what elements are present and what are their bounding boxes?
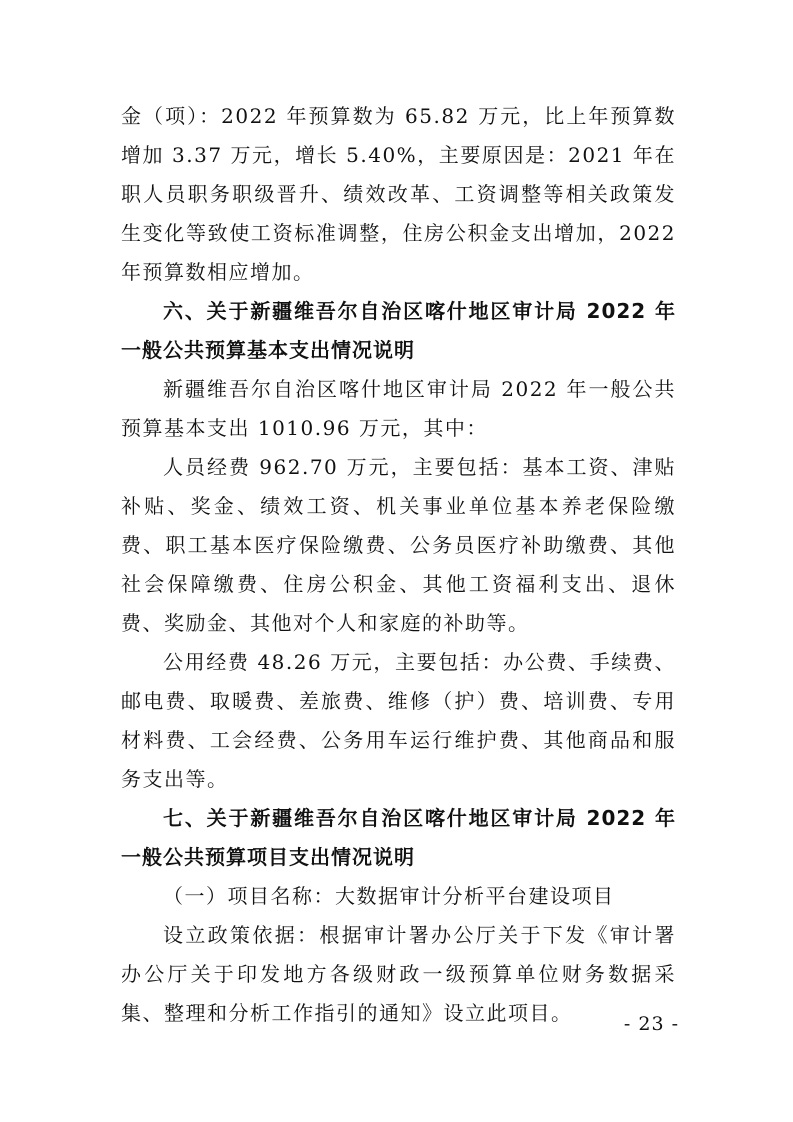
section-heading-7: 七、关于新疆维吾尔自治区喀什地区审计局 2022 年一般公共预算项目支出情况说明 <box>121 806 676 869</box>
paragraph-continuation: 金（项）：2022 年预算数为 65.82 万元，比上年预算数增加 3.37 万元，增长 5.40%，主要原因是：2021 年在职人员职务职级晋升、绩效改革、工资调整等相关政策发生变化等致使工资标准调整，住房公积金支出增加，2022 年预算数相应增加。 <box>121 104 676 284</box>
paragraph-policy-basis: 设立政策依据：根据审计署办公厅关于下发《审计署办公厅关于印发地方各级财政一级预算单位财务数据采集、整理和分析工作指引的通知》设立此项目。 <box>121 923 676 1025</box>
section-heading-6: 六、关于新疆维吾尔自治区喀什地区审计局 2022 年一般公共预算基本支出情况说明 <box>121 299 676 362</box>
paragraph-project-name: （一）项目名称：大数据审计分析平台建设项目 <box>163 884 615 908</box>
paragraph-personnel-expenses: 人员经费 962.70 万元，主要包括：基本工资、津贴补贴、奖金、绩效工资、机关事业单位基本养老保险缴费、职工基本医疗保险缴费、公务员医疗补助缴费、其他社会保障缴费、住房公积金、其他工资福利支出、退休费、奖励金、其他对个人和家庭的补助等。 <box>121 455 676 635</box>
paragraph-public-expenses: 公用经费 48.26 万元，主要包括：办公费、手续费、邮电费、取暖费、差旅费、维修（护）费、培训费、专用材料费、工会经费、公务用车运行维护费、其他商品和服务支出等。 <box>121 650 676 791</box>
page-number: - 23 - <box>623 1013 679 1035</box>
document-body <box>121 97 676 1033</box>
paragraph-basic-expenditure: 新疆维吾尔自治区喀什地区审计局 2022 年一般公共预算基本支出 1010.96 万元，其中： <box>121 377 676 440</box>
